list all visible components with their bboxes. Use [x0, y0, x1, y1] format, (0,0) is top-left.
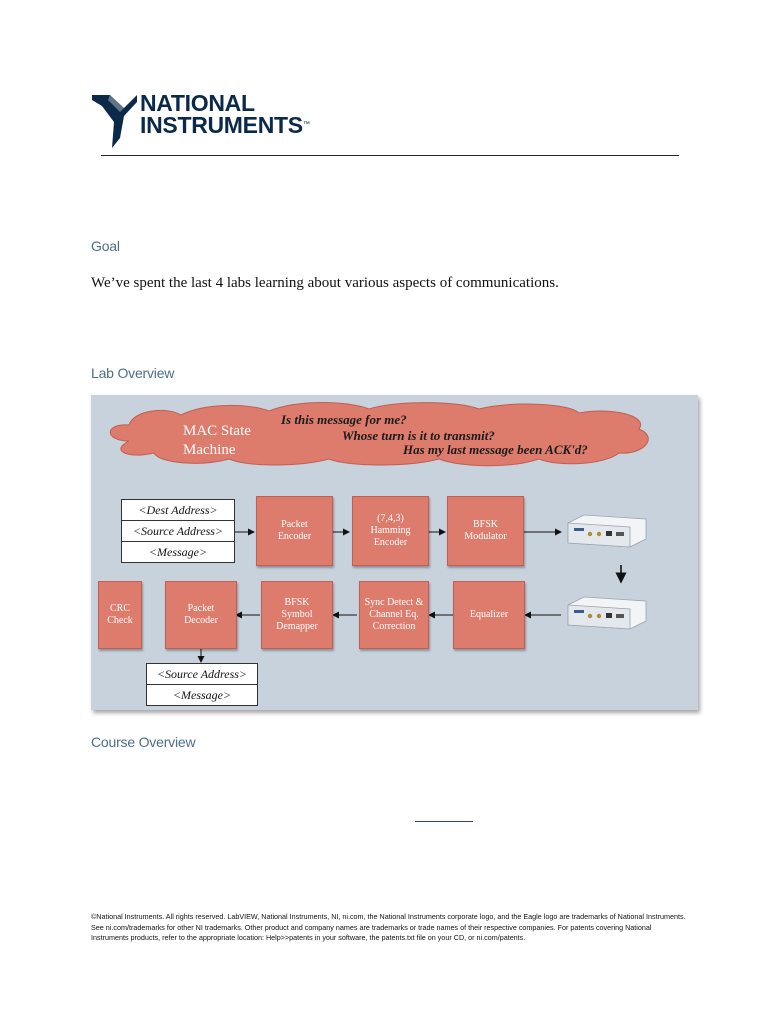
question-2: Whose turn is it to transmit? [342, 428, 495, 443]
lab-overview-diagram [91, 395, 698, 710]
source-address-field: <Source Address> [122, 521, 234, 542]
trademark-symbol: ™ [302, 121, 310, 128]
cloud-title: MAC State Machine [183, 423, 251, 458]
tx-address-fields [121, 499, 235, 563]
hamming-encoder-block: (7,4,3) Hamming Encoder [352, 496, 429, 566]
crc-check-block: CRC Check [98, 581, 142, 649]
goal-heading: Goal [91, 238, 120, 254]
rx-address-fields [146, 663, 258, 706]
packet-decoder-block: Packet Decoder [165, 581, 237, 649]
packet-encoder-block: Packet Encoder [256, 496, 333, 566]
message-field: <Message> [148, 545, 208, 559]
rx-message-field: <Message> [172, 688, 232, 702]
lab-overview-heading: Lab Overview [91, 365, 175, 381]
rx-radio-device-icon [566, 595, 648, 631]
eagle-icon [90, 92, 140, 148]
goal-text: We’ve spent the last 4 labs learning about various aspects of communications. [91, 275, 559, 291]
brand-wordmark [140, 92, 310, 136]
national-instruments-logo [90, 92, 320, 148]
brand-line-2: INSTRUMENTS™ [140, 112, 310, 138]
dest-address-field: <Dest Address> [122, 500, 234, 521]
equalizer-block: Equalizer [453, 581, 525, 649]
footer-legal-text: ©National Instruments. All rights reserved. LabVIEW, National Instruments, NI, ni.com, the National Instruments corporate logo, and the Eagle logo are trademarks of National Instruments. See ni.com/trademarks for other NI trademarks. Other product and company names are trademarks or trade names of their respective companies. For patents covering National Instruments products, refer to the appropriate location: Help>>patents in your software, the patents.txt file on your CD, or ni.com/patents. [91, 912, 686, 943]
bfsk-modulator-block: BFSK Modulator [447, 496, 524, 566]
sync-detect-block: Sync Detect & Channel Eq. Correction [359, 581, 429, 649]
question-1: Is this message for me? [281, 412, 407, 427]
tx-radio-device-icon [566, 513, 648, 549]
question-3: Has my last message been ACK'd? [403, 442, 588, 457]
bfsk-demapper-block: BFSK Symbol Demapper [261, 581, 333, 649]
header-rule [101, 155, 679, 156]
course-overview-heading: Course Overview [91, 734, 196, 750]
brand-line-1: NATIONAL [140, 90, 255, 116]
rx-source-address-field: <Source Address> [147, 664, 257, 685]
hyperlink-underline[interactable] [415, 821, 473, 822]
